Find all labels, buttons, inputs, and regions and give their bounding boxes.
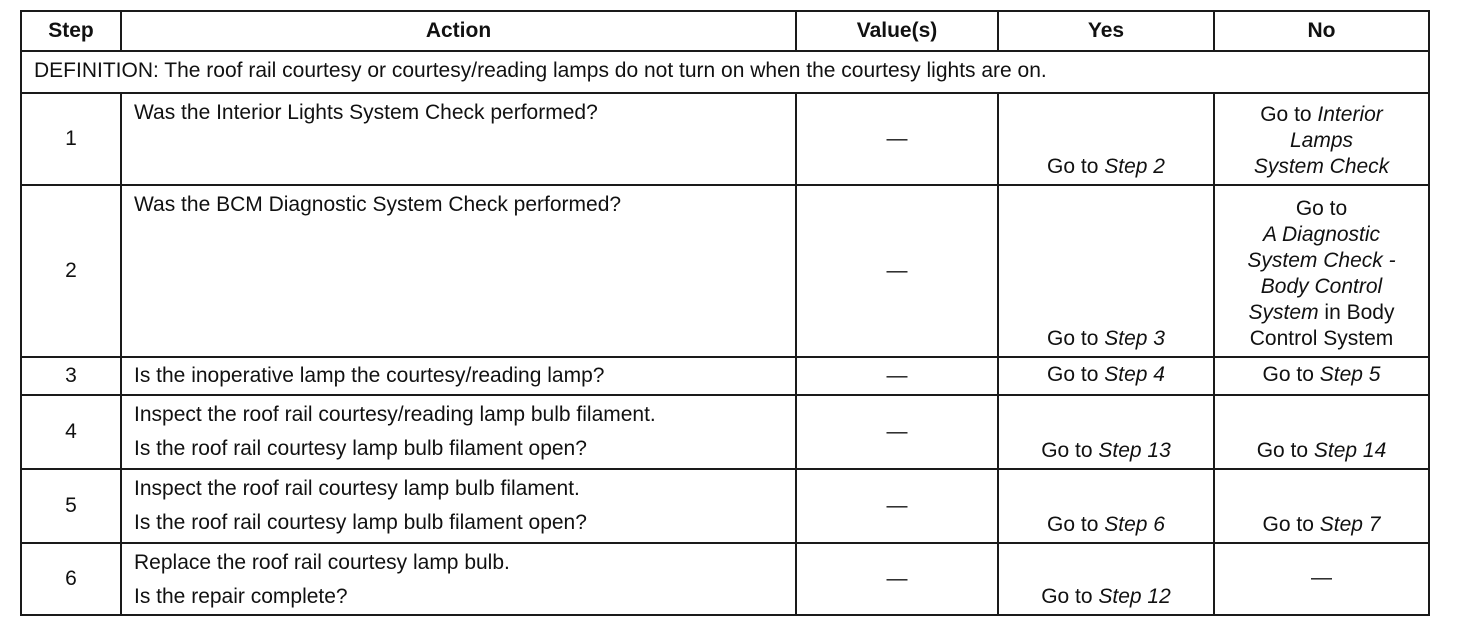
no-cell: — bbox=[1214, 543, 1429, 615]
no-cell bbox=[1214, 185, 1429, 357]
value-cell: — bbox=[796, 469, 998, 543]
action-text: Was the BCM Diagnostic System Check performed? bbox=[134, 193, 622, 216]
action-cell bbox=[121, 543, 796, 615]
table-row bbox=[21, 543, 1429, 615]
no-prefix: Go to bbox=[1256, 439, 1314, 462]
no-step-ref: Step 7 bbox=[1319, 513, 1381, 536]
no-ref-line2: Lamps bbox=[1289, 129, 1354, 152]
no-prefix: Go to bbox=[1262, 513, 1320, 536]
table-row bbox=[21, 185, 1429, 357]
action-text: Inspect the roof rail courtesy/reading lamp bulb filament. bbox=[134, 403, 656, 426]
no-line5-suffix: in Body bbox=[1318, 301, 1395, 324]
step-number: 1 bbox=[21, 93, 121, 185]
value-cell: — bbox=[796, 93, 998, 185]
action-cell bbox=[121, 93, 796, 185]
no-step-ref: Step 5 bbox=[1319, 363, 1381, 386]
no-ref-line1: Interior bbox=[1317, 103, 1383, 126]
action-question: Is the roof rail courtesy lamp bulb filament open? bbox=[134, 511, 587, 534]
action-text: Replace the roof rail courtesy lamp bulb. bbox=[134, 551, 510, 574]
no-ref-line4: Body Control bbox=[1260, 275, 1383, 298]
table-row bbox=[21, 395, 1429, 469]
diagnostic-table bbox=[20, 10, 1430, 616]
yes-cell bbox=[998, 185, 1214, 357]
no-cell bbox=[1214, 395, 1429, 469]
action-cell bbox=[121, 357, 796, 395]
action-text: Inspect the roof rail courtesy lamp bulb filament. bbox=[134, 477, 580, 500]
header-action: Action bbox=[121, 11, 796, 51]
no-prefix: Go to bbox=[1260, 103, 1318, 126]
no-cell bbox=[1214, 93, 1429, 185]
yes-step-ref: Step 13 bbox=[1098, 439, 1171, 462]
step-number: 2 bbox=[21, 185, 121, 357]
yes-cell bbox=[998, 357, 1214, 395]
action-question: Is the repair complete? bbox=[134, 585, 348, 608]
header-step: Step bbox=[21, 11, 121, 51]
table-row bbox=[21, 357, 1429, 395]
step-number: 6 bbox=[21, 543, 121, 615]
table-row bbox=[21, 93, 1429, 185]
no-cell bbox=[1214, 469, 1429, 543]
value-cell: — bbox=[796, 185, 998, 357]
no-ref-line3: System Check - bbox=[1247, 249, 1396, 272]
no-prefix: Go to bbox=[1262, 363, 1320, 386]
no-ref-line3: System Check bbox=[1253, 155, 1390, 178]
yes-step-ref: Step 3 bbox=[1104, 327, 1165, 350]
yes-prefix: Go to bbox=[1047, 327, 1105, 350]
definition-text: DEFINITION: The roof rail courtesy or courtesy/reading lamps do not turn on when the courtesy lights are on. bbox=[21, 51, 1429, 93]
action-cell bbox=[121, 469, 796, 543]
header-row bbox=[21, 11, 1429, 51]
no-line6: Control System bbox=[1249, 327, 1394, 350]
value-cell: — bbox=[796, 395, 998, 469]
step-number: 5 bbox=[21, 469, 121, 543]
action-cell bbox=[121, 395, 796, 469]
step-number: 3 bbox=[21, 357, 121, 395]
action-text: Is the inoperative lamp the courtesy/reading lamp? bbox=[134, 364, 605, 387]
yes-step-ref: Step 12 bbox=[1098, 585, 1171, 608]
value-cell: — bbox=[796, 543, 998, 615]
yes-step-ref: Step 2 bbox=[1104, 155, 1165, 178]
action-cell bbox=[121, 185, 796, 357]
step-number: 4 bbox=[21, 395, 121, 469]
yes-cell bbox=[998, 395, 1214, 469]
action-question: Is the roof rail courtesy lamp bulb filament open? bbox=[134, 437, 587, 460]
action-text: Was the Interior Lights System Check performed? bbox=[134, 101, 598, 124]
header-yes: Yes bbox=[998, 11, 1214, 51]
yes-prefix: Go to bbox=[1041, 585, 1099, 608]
yes-cell bbox=[998, 543, 1214, 615]
yes-cell bbox=[998, 93, 1214, 185]
yes-prefix: Go to bbox=[1047, 363, 1105, 386]
table-row bbox=[21, 469, 1429, 543]
diagnostic-table-container bbox=[20, 10, 1430, 616]
yes-prefix: Go to bbox=[1041, 439, 1099, 462]
header-no: No bbox=[1214, 11, 1429, 51]
yes-step-ref: Step 6 bbox=[1104, 513, 1165, 536]
yes-prefix: Go to bbox=[1047, 155, 1105, 178]
header-values: Value(s) bbox=[796, 11, 998, 51]
yes-cell bbox=[998, 469, 1214, 543]
yes-step-ref: Step 4 bbox=[1104, 363, 1165, 386]
definition-row bbox=[21, 51, 1429, 93]
no-step-ref: Step 14 bbox=[1313, 439, 1387, 462]
no-line1: Go to bbox=[1295, 197, 1348, 220]
value-cell: — bbox=[796, 357, 998, 395]
yes-prefix: Go to bbox=[1047, 513, 1105, 536]
no-ref-line2: A Diagnostic bbox=[1262, 223, 1381, 246]
no-ref-line5: System bbox=[1248, 301, 1319, 324]
no-cell bbox=[1214, 357, 1429, 395]
